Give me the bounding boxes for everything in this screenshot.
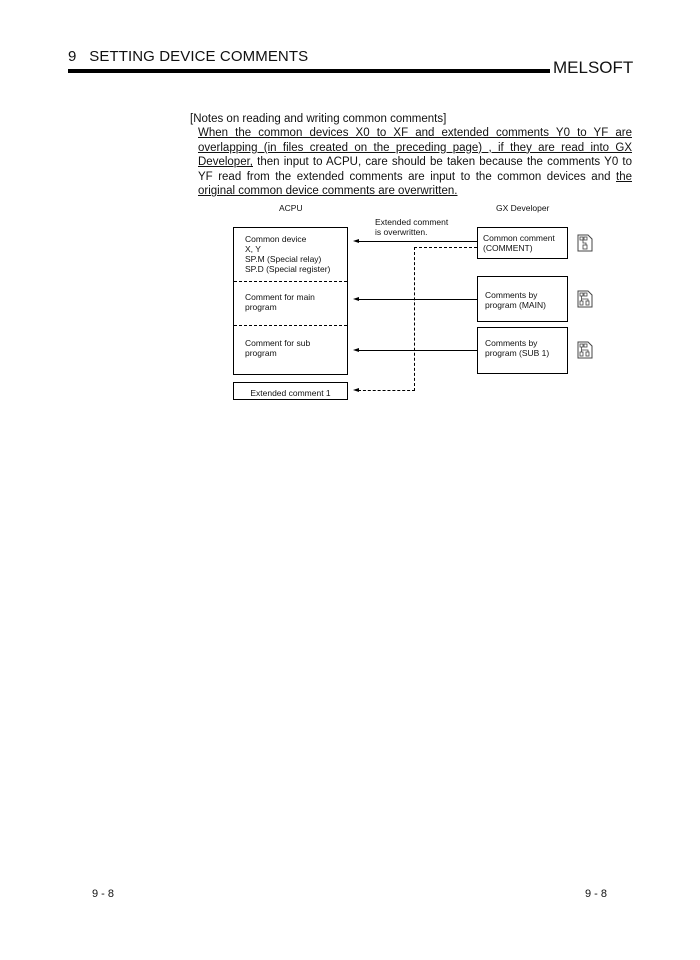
acpu-section-main-program [245, 292, 315, 312]
arrowhead-icon [353, 388, 359, 392]
text-line: program (SUB 1) [485, 348, 550, 358]
gx-developer-heading: GX Developer [496, 203, 550, 213]
text-line: SP.M (Special relay) [245, 254, 322, 264]
notes-title: [Notes on reading and writing common comments] [190, 113, 447, 125]
dashed-path-vertical [414, 247, 415, 391]
acpu-divider-2 [234, 325, 347, 326]
notes-line [198, 155, 632, 170]
notes-line [198, 170, 632, 185]
page-number-right: 9 - 8 [585, 888, 608, 900]
program-comment-file-icon [577, 290, 593, 308]
notes-line [198, 126, 632, 141]
text-line: program [245, 302, 277, 312]
text-line: program [245, 348, 277, 358]
underlined-text: overlapping (in files created on the preceding page) , if they are read into GX [198, 141, 632, 154]
header-rule [68, 69, 550, 73]
text-line: Common comment [483, 233, 555, 243]
acpu-section-sub-program [245, 338, 310, 358]
text-line: (COMMENT) [483, 243, 533, 253]
common-comment-file-icon [577, 234, 593, 252]
notes-line [198, 184, 632, 199]
notes-line [198, 141, 632, 156]
dashed-path-bottom [358, 390, 415, 391]
text-line: program (MAIN) [485, 300, 546, 310]
notes-body [198, 126, 632, 199]
page-number-left: 9 - 8 [92, 888, 115, 900]
acpu-section-common-device [245, 234, 330, 274]
text: then input to ACPU, care should be taken because the comments Y0 to [252, 156, 632, 169]
overwrite-note-line2: is overwritten. [375, 227, 428, 237]
text-line: SP.D (Special register) [245, 264, 331, 274]
underlined-text: the [616, 170, 632, 183]
acpu-heading: ACPU [279, 203, 303, 213]
extended-comment-label: Extended comment 1 [250, 388, 331, 398]
arrowhead-icon [353, 297, 359, 301]
text-line: Comment for sub [245, 338, 311, 348]
extended-comment-box [233, 382, 348, 400]
underlined-text: When the common devices X0 to XF and extended comments Y0 to YF are [198, 127, 632, 139]
program-comment-file-icon [577, 341, 593, 359]
underlined-text: original common device comments are overwritten. [198, 185, 458, 198]
arrow-common-overwrite [358, 241, 477, 242]
overwrite-note-line1: Extended comment [375, 217, 449, 227]
acpu-divider-1 [234, 281, 347, 282]
text-line: Comments by [485, 290, 538, 300]
text-line: Common device [245, 234, 307, 244]
gx-main-program-comment-box [477, 276, 568, 322]
text-line: X, Y [245, 244, 261, 254]
brand-logo-text: MELSOFT [553, 58, 634, 77]
underlined-text: Developer, [198, 156, 253, 169]
arrow-main-program [358, 299, 477, 300]
text-line: Comment for main [245, 292, 315, 302]
gx-sub-program-comment-box [477, 327, 568, 374]
arrowhead-icon [353, 239, 359, 243]
text-line: Comments by [485, 338, 538, 348]
dashed-path-top [414, 247, 477, 248]
arrow-sub-program [358, 350, 477, 351]
arrowhead-icon [353, 348, 359, 352]
text: YF read from the extended comments are input to the common devices and [198, 170, 616, 183]
section-title: 9 SETTING DEVICE COMMENTS [68, 48, 309, 65]
gx-common-comment-box [477, 227, 568, 259]
